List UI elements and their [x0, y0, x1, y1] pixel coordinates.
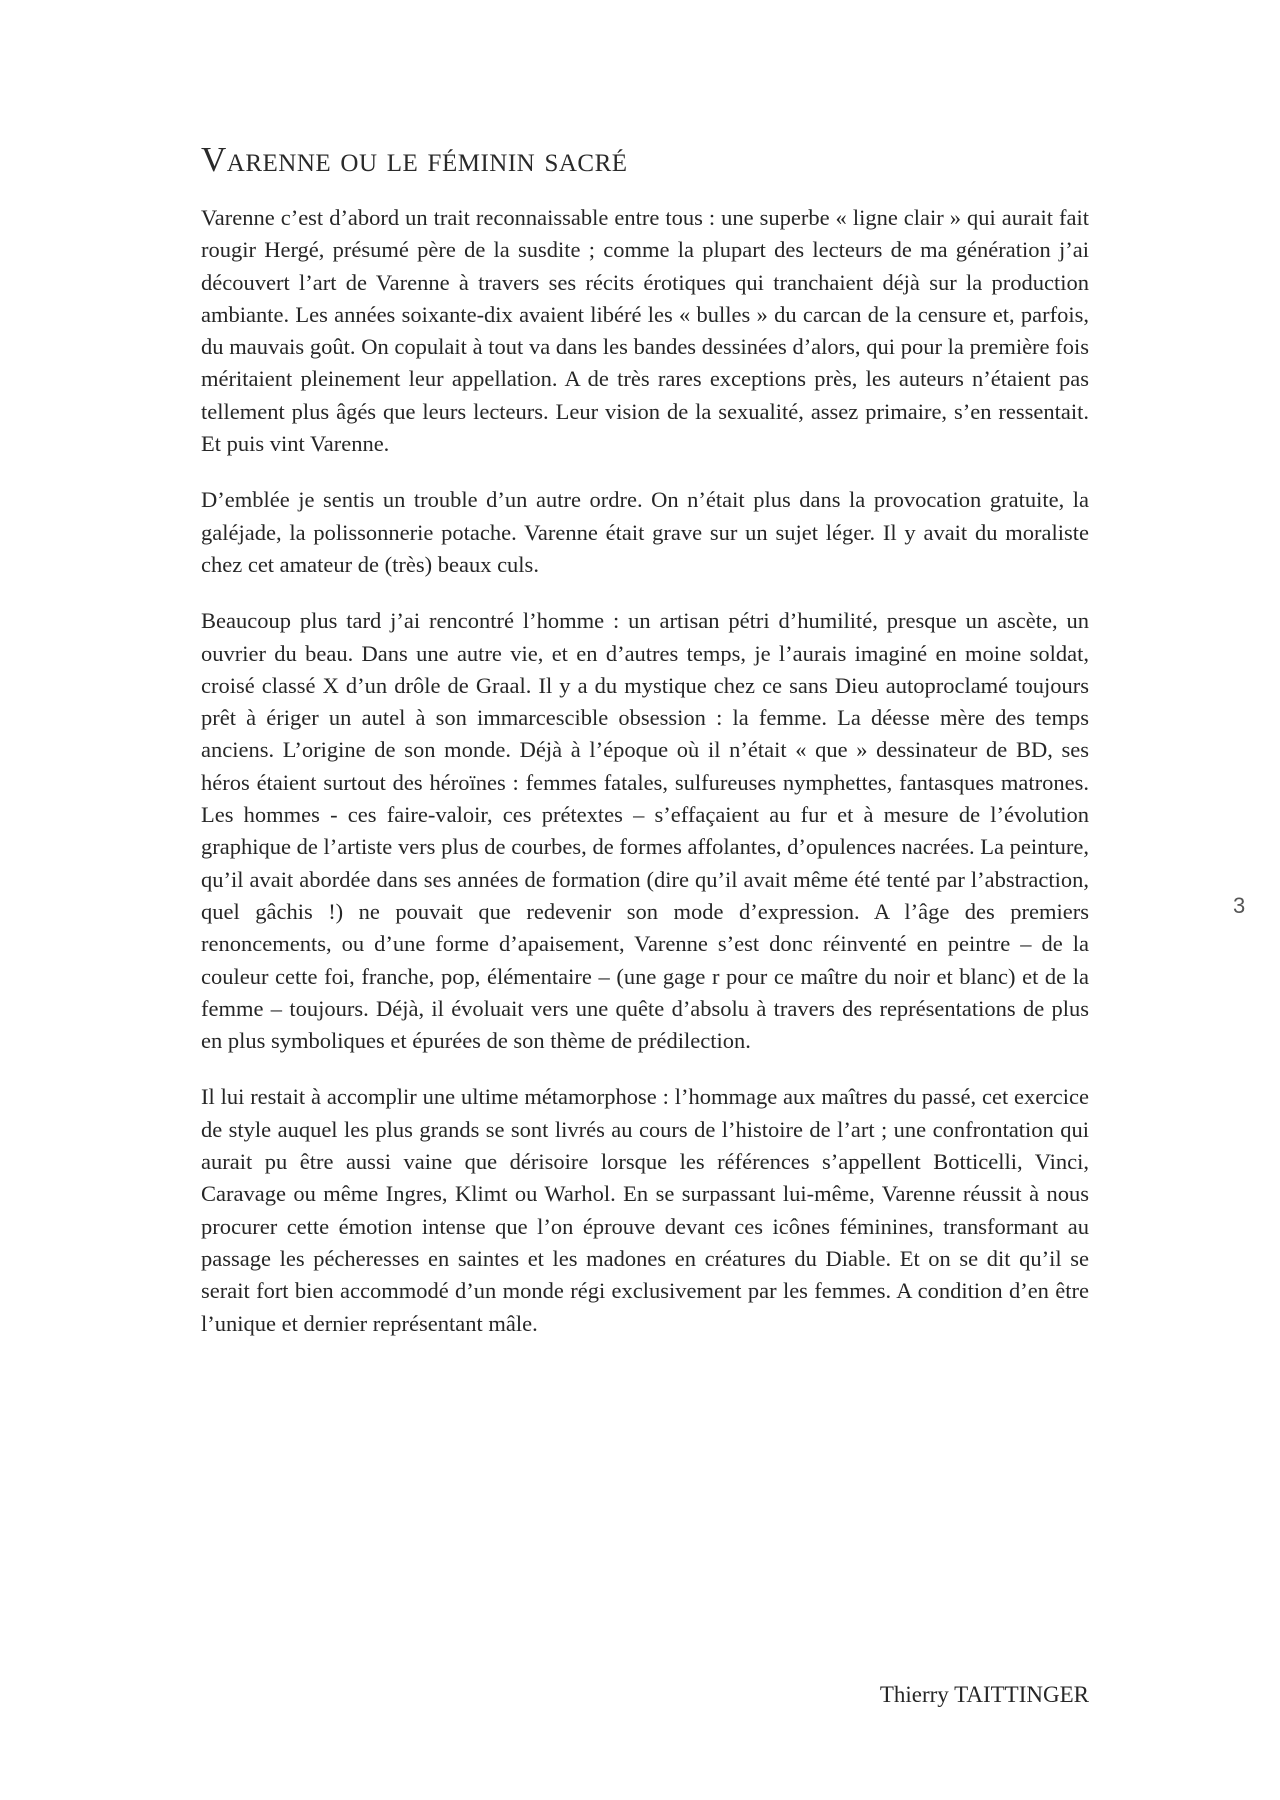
paragraph-1: Varenne c’est d’abord un trait reconnaissable entre tous : une superbe « ligne clair » qui aurait fait rougir Hergé, présumé père de la susdite ; comme la plupart des lecteurs de ma génération j’ai découvert l’art de Varenne à travers ses récits érotiques qui tranchaient déjà sur la production ambiante. Les années soixante-dix avaient libéré les « bulles » du carcan de la censure et, parfois, du mauvais goût. On copulait à tout va dans les bandes dessinées d’alors, qui pour la première fois méritaient pleinement leur appellation. A de très rares exceptions près, les auteurs n’étaient pas tellement plus âgés que leurs lecteurs. Leur vision de la sexualité, assez primaire, s’en ressentait. Et puis vint Varenne.	[201, 205, 1089, 457]
paragraph-2: D’emblée je sentis un trouble d’un autre ordre. On n’était plus dans la provocation gratuite, la galéjade, la polissonnerie potache. Varenne était grave sur un sujet léger. Il y avait du moraliste chez cet amateur de (très) beaux culs.	[201, 487, 1089, 577]
article-title: Varenne ou le féminin sacré	[201, 140, 628, 179]
paragraph-3: Beaucoup plus tard j’ai rencontré l’homme : un artisan pétri d’humilité, presque un ascète, un ouvrier du beau. Dans une autre vie, et en d’autres temps, je l’aurais imaginé en moine soldat, croisé classé X d’un drôle de Graal. Il y a du mystique chez ce sans Dieu autoproclamé toujours prêt à ériger un autel à son immarcescible obsession : la femme. La déesse mère des temps anciens. L’origine de son monde. Déjà à l’époque où il n’était « que » dessinateur de BD, ses héros étaient surtout des héroïnes : femmes fatales, sulfureuses nymphettes, fantasques matrones. Les hommes - ces faire-valoir, ces prétextes – s’effaçaient au fur et à mesure de l’évolution graphique de l’artiste vers plus de courbes, de formes affolantes, d’opulences nacrées. La peinture, qu’il avait abordée dans ses années de formation (dire qu’il avait même été tenté par l’abstraction, quel gâchis !) ne pouvait que redevenir son mode d’expression. A l’âge des premiers renoncements, ou d’une forme d’apaisement, Varenne s’est donc réinventé en peintre – de la couleur cette foi, franche, pop, élémentaire – (une gage r pour ce maître du noir et blanc) et de la femme – toujours. Déjà, il évoluait vers une quête d’absolu à travers des représentations de plus en plus symboliques et épurées de son thème de prédilection.	[201, 608, 1089, 1054]
paragraph-4: Il lui restait à accomplir une ultime métamorphose : l’hommage aux maîtres du passé, cet exercice de style auquel les plus grands se sont livrés au cours de l’histoire de l’art ; une confrontation qui aurait pu être aussi vaine que dérisoire lorsque les références s’appellent Botticelli, Vinci, Caravage ou même Ingres, Klimt ou Warhol. En se surpassant lui-même, Varenne réussit à nous procurer cette émotion intense que l’on éprouve devant ces icônes féminines, transformant au passage les pécheresses en saintes et les madones en créatures du Diable. Et on se dit qu’il se serait fort bien accommodé d’un monde régi exclusivement par les femmes. A condition d’en être l’unique et dernier représentant mâle.	[201, 1084, 1089, 1336]
article-body	[201, 202, 1089, 1364]
author-signature: Thierry TAITTINGER	[879, 1682, 1089, 1707]
page-number: 3	[1233, 893, 1246, 918]
